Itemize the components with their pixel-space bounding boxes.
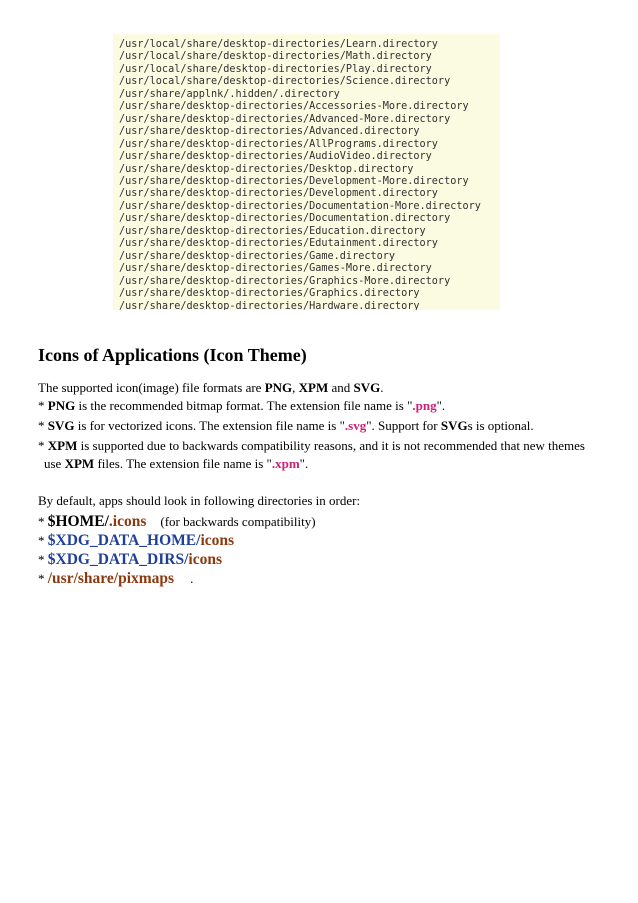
code-line: /usr/share/desktop-directories/AudioVideo.directory	[119, 151, 432, 163]
code-line: /usr/share/desktop-directories/Development.directory	[119, 188, 438, 200]
code-line: /usr/share/desktop-directories/Advanced-More.directory	[119, 113, 451, 125]
xpm-line-continued: use XPM files. The extension file name is ".xpm".	[44, 456, 309, 471]
xpm-line: * XPM is supported due to backwards compatibility reasons, and it is not recommended that new themes	[38, 438, 585, 453]
code-line: /usr/share/desktop-directories/Advanced.directory	[119, 126, 420, 138]
svg-extension: .svg	[344, 418, 367, 433]
code-line: /usr/share/desktop-directories/Desktop.directory	[119, 163, 414, 175]
directories-intro: By default, apps should look in following directories in order:	[38, 493, 361, 508]
dir-item-xdg-data-home: * $XDG_DATA_HOME/icons	[38, 532, 235, 549]
code-line: /usr/share/desktop-directories/Graphics-More.directory	[119, 275, 451, 287]
code-line: /usr/share/desktop-directories/Development-More.directory	[119, 175, 469, 187]
code-line: /usr/share/desktop-directories/AllPrograms.directory	[119, 138, 438, 150]
section-heading: Icons of Applications (Icon Theme)	[38, 345, 307, 365]
code-line: /usr/share/desktop-directories/Edutainment.directory	[119, 238, 438, 250]
svg-line: * SVG is for vectorized icons. The extension file name is ".svg". Support for SVGs is optional.	[38, 418, 534, 433]
dir-item-xdg-data-dirs: * $XDG_DATA_DIRS/icons	[38, 551, 223, 568]
code-line: /usr/share/desktop-directories/Documentation.directory	[119, 213, 451, 225]
code-line: /usr/local/share/desktop-directories/Science.directory	[119, 76, 451, 88]
code-line: /usr/share/desktop-directories/Accessories-More.directory	[119, 101, 469, 113]
dir-item-home-icons: * $HOME/.icons (for backwards compatibility)	[38, 513, 316, 530]
png-extension: .png	[412, 398, 437, 413]
code-line: /usr/share/desktop-directories/Hardware.directory	[119, 300, 420, 310]
xpm-extension: .xpm	[271, 456, 300, 471]
dir-item-usr-share-pixmaps: * /usr/share/pixmaps .	[38, 570, 194, 587]
code-line: /usr/share/desktop-directories/Documentation-More.directory	[119, 200, 481, 212]
code-line: /usr/share/desktop-directories/Education.directory	[119, 225, 426, 237]
code-line: /usr/local/share/desktop-directories/Math.directory	[119, 51, 432, 63]
code-line: /usr/share/desktop-directories/Games-More.directory	[119, 263, 432, 275]
code-line: /usr/share/applnk/.hidden/.directory	[119, 88, 340, 100]
code-line: /usr/share/desktop-directories/Graphics.directory	[119, 288, 420, 300]
code-line: /usr/local/share/desktop-directories/Learn.directory	[119, 39, 438, 50]
png-line: * PNG is the recommended bitmap format. The extension file name is ".png".	[38, 398, 446, 413]
code-line: /usr/local/share/desktop-directories/Play.directory	[119, 63, 432, 75]
code-line: /usr/share/desktop-directories/Game.directory	[119, 250, 396, 262]
formats-line: The supported icon(image) file formats are PNG, XPM and SVG.	[38, 380, 384, 395]
code-listing	[113, 34, 500, 310]
